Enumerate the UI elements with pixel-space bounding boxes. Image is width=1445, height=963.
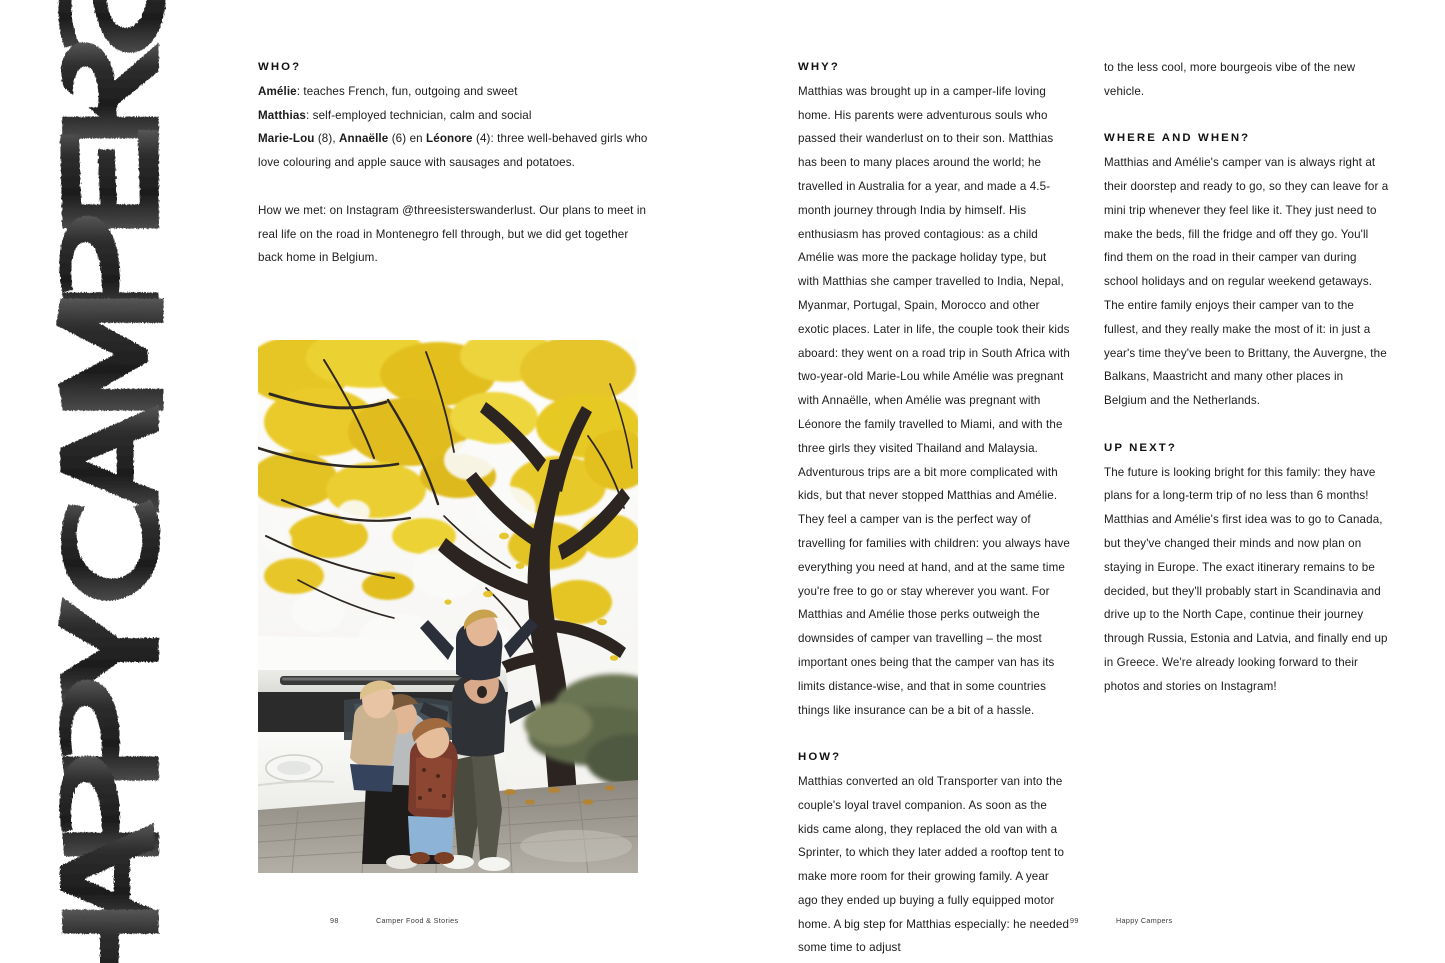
how-heading: HOW? [798, 751, 842, 764]
who-kids-desc: : three well-behaved girls who love colouring and apple sauce with sausages and potatoes. [258, 132, 648, 170]
left-book-title: Camper Food & Stories [376, 916, 459, 925]
family-camper-van-photo [258, 340, 638, 873]
who-amelie-line [258, 80, 650, 104]
right-chapter-title: Happy Campers [1116, 916, 1173, 925]
age-annaelle: (6) [391, 132, 407, 146]
left-page-number: 98 [330, 916, 339, 925]
right-page-number: 99 [1070, 916, 1079, 925]
who-kids-line: Marie-Lou (8), Annaëlle (6) en Léonore (4): three well-behaved girls who love colouring and apple sauce with sausages and potatoes. [258, 132, 648, 170]
person-name-marie-lou: Marie-Lou [258, 132, 315, 146]
right-text-column [1104, 56, 1389, 699]
person-name-leonore: Léonore [426, 132, 473, 146]
person-name-annaelle: Annaëlle [339, 132, 389, 146]
who-heading: WHO? [258, 61, 302, 73]
why-heading: WHY? [798, 61, 840, 73]
kids-conjunction: en [409, 132, 423, 146]
middle-text-column [798, 56, 1070, 960]
how-paragraph: Matthias converted an old Transporter van into the couple's loyal travel companion. As soon as the kids came along, they replaced the old van with a Sprinter, to which they later added a rooftop tent to make more room for their growing family. A year ago they ended up buying a fully equipped motor home. A big step for Matthias especially: he needed some time to adjust [798, 774, 1070, 955]
who-amelie-desc: : teaches French, fun, outgoing and sweet [296, 84, 518, 98]
age-leonore: (4) [475, 132, 491, 146]
up-next-heading: UP NEXT? [1104, 441, 1177, 454]
age-marie-lou: (8) [317, 132, 333, 146]
who-matthias-desc: : self-employed technician, calm and social [306, 108, 532, 122]
up-next-paragraph: The future is looking bright for this family: they have plans for a long-term trip of no less than 6 months! Matthias and Amélie's first idea was to go to Canada, but they've changed their minds and now plan on staying in Europe. The exact itinerary remains to be decided, but they'll probably start in Scandinavia and drive up to the North Cape, continue their journey through Russia, Estonia and Latvia, and finally end up in Greece. We're already looking forward to their photos and stories on Instagram! [1104, 465, 1388, 693]
left-page-footer [330, 916, 458, 925]
why-paragraph: Matthias was brought up in a camper-life loving home. His parents were adventurous souls who passed their wanderlust on to their son. Matthias has been to many places around the world; he travelled in Australia for a year, and made a 4.5-month journey through India by himself. His enthusiasm has proved contagious: as a child Amélie was more the package holiday type, but with Matthias she camper travelled to India, Nepal, Myanmar, Portugal, Spain, Morocco and other exotic places. Later in life, the couple took their kids aboard: they went on a road trip in South Africa with two-year-old Marie-Lou while Amélie was pregnant with Annaëlle, when Amélie was pregnant with Léonore the family travelled to Miami, and with the three girls they visited Thailand and Malaysia. Adventurous trips are a bit more complicated with kids, but that never stopped Matthias and Amélie. They feel a camper van is the perfect way of travelling for families with children: you always have everything you need at hand, and at the same time you're free to go or stay wherever you want. For Matthias and Amélie those perks outweigh the downsides of camper van travelling – the most important ones being that the camper van has its limits distance-wise, and that in some countries things like insurance can be a bit of a hassle. [798, 84, 1070, 717]
left-text-column [258, 56, 650, 270]
who-matthias-line [258, 104, 650, 128]
how-we-met-paragraph: How we met: on Instagram @threesisterswanderlust. Our plans to meet in real life on the road in Montenegro fell through, but we did get together back home in Belgium. [258, 203, 647, 265]
how-continuation-paragraph: to the less cool, more bourgeois vibe of the new vehicle. [1104, 61, 1356, 98]
happy-campers-brush-title [30, 0, 240, 963]
person-name-amelie: Amélie [258, 84, 297, 98]
where-and-when-heading: WHERE AND WHEN? [1104, 132, 1251, 145]
where-and-when-paragraph: Matthias and Amélie's camper van is always right at their doorstep and ready to go, so they can leave for a mini trip whenever they feel like it. They just need to make the beds, fill the fridge and off they go. You'll find them on the road in their camper van during school holidays and on regular weekend getaways. The entire family enjoys their camper van to the fullest, and they really make the most of it: in just a year's time they've been to Brittany, the Auvergne, the Balkans, Maastricht and many other places in Belgium and the Netherlands. [1104, 156, 1389, 408]
person-name-matthias: Matthias [258, 108, 306, 122]
right-page-footer [1070, 916, 1172, 925]
